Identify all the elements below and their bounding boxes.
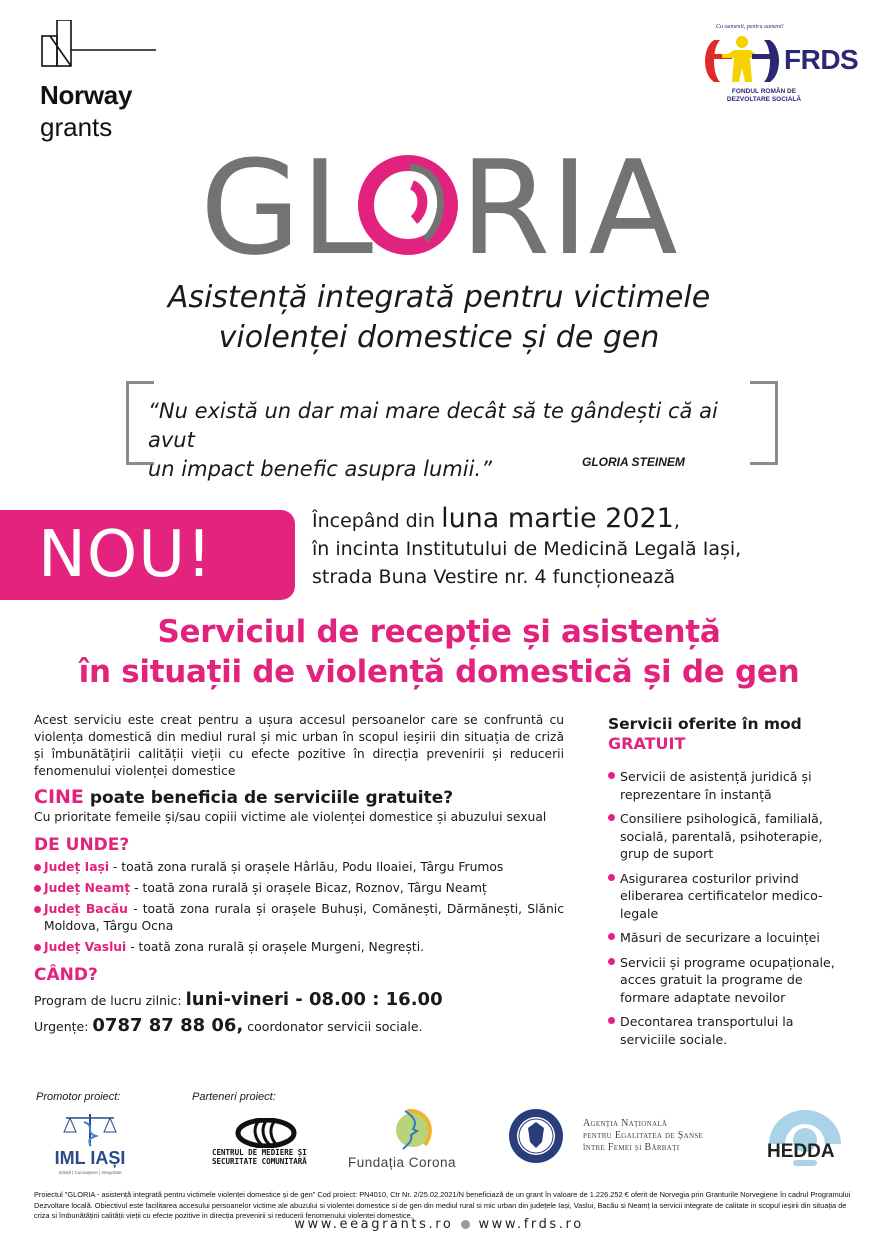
bullet-icon <box>608 772 615 779</box>
list-item <box>608 1013 848 1048</box>
ccsm-emblem-icon <box>212 1118 320 1148</box>
corona-face-icon <box>345 1105 480 1155</box>
announcement-prefix: Începând din <box>312 510 442 532</box>
project-subtitle <box>0 278 878 358</box>
ccsm-logo <box>212 1118 320 1173</box>
norway-grants-logo <box>40 20 160 142</box>
new-badge: NOU! <box>0 510 295 600</box>
eeagrants-link[interactable]: www.eeagrants.ro <box>294 1217 454 1232</box>
partners-label: Parteneri proiect: <box>192 1091 276 1103</box>
hedda-name: HEDDA <box>767 1141 835 1162</box>
anes-line2: pentru Egalitatea de Șanse <box>583 1130 704 1141</box>
bullet-icon <box>608 1017 615 1024</box>
iml-tagline: Știință | Cunoaștere | Integritate <box>58 1170 122 1175</box>
announcement-location: în incinta Institutului de Medicină Legală Iași, <box>312 538 742 560</box>
anes-line3: între Femei și Bărbați <box>583 1142 680 1153</box>
anes-logo <box>583 1118 753 1154</box>
list-item <box>608 954 848 1007</box>
ccsm-line2: SECURITATE COMUNITARĂ <box>212 1157 307 1166</box>
list-item <box>608 768 848 803</box>
who-heading <box>34 786 564 809</box>
government-seal-icon <box>506 1106 566 1166</box>
bullet-icon <box>34 944 41 951</box>
county-name: Județ Vaslui <box>44 940 127 954</box>
service-details <box>34 712 564 1038</box>
service-item: Servicii de asistență juridică și reprezentare în instanță <box>620 769 812 802</box>
ccsm-line1: CENTRUL DE MEDIERE ȘI <box>212 1148 307 1157</box>
urgent-line <box>34 1015 564 1038</box>
quote-author: GLORIA STEINEM <box>582 455 685 469</box>
service-item: Servicii și programe ocupaționale, acces gratuit la programe de formare adaptate nevoilor <box>620 954 835 1005</box>
where-list <box>34 859 564 956</box>
free-services-panel <box>608 714 848 1055</box>
free-services-accent: GRATUIT <box>608 734 686 753</box>
free-services-heading: Servicii oferite în mod <box>608 715 802 733</box>
gloria-letters-ria: RIA <box>460 145 678 260</box>
grants-logo-word: grants <box>40 112 113 142</box>
bullet-icon <box>34 885 41 892</box>
county-name: Județ Neamț <box>44 881 131 895</box>
county-name: Județ Iași <box>44 860 110 874</box>
frds-name-line1: FONDUL ROMÂN DE <box>731 88 797 95</box>
quote-text <box>148 397 768 484</box>
service-item: Consiliere psihologică, familială, socială, parentală, psihoterapie, grup de suport <box>620 811 823 861</box>
frds-acronym: FRDS <box>784 44 859 75</box>
frds-name-line2: DEZVOLTARE SOCIALĂ <box>726 96 802 103</box>
frds-motto: Cu oamenii, pentru oameni! <box>716 24 784 30</box>
list-item <box>608 929 848 947</box>
schedule-line <box>34 986 564 1015</box>
hedda-logo <box>765 1108 845 1168</box>
where-heading: DE UNDE? <box>34 835 130 855</box>
bullet-icon <box>608 814 615 821</box>
bullet-icon <box>608 958 615 965</box>
list-item <box>34 939 564 956</box>
county-detail: - toată zona rurală și orașele Hârlău, Podu Iloaiei, Târgu Frumos <box>109 860 504 874</box>
subtitle-line1: Asistență integrată pentru victimele <box>167 280 711 315</box>
project-disclaimer: Proiectul "GLORIA - asistență integrată pentru victimele violenței domestice și de gen" Cod proiect: PN4010, Ctr Nr. 2/25.02.2021/N beneficiază de un grant în valoare de 1.226.252 € oferit de Norvegia prin Granturile Norvegiene în cadrul Programului Dezvoltare locală. Obiectivul este facilitarea accesului persoanelor victime ale abuzului si violentei domestice si de gen din mediul rural si mic urban din județele Iași, Vaslui, Bacău si Neamț la servicii integrate de calitate in scopul ieșirii din situația de criza si îmbunătățirii calității vieții cu efecte pozitive in direcția prevenirii si reducerii fenomenului violentei domestice. <box>34 1190 851 1220</box>
schedule-value: luni-vineri - 08.00 : 16.00 <box>185 989 443 1010</box>
schedule-label: Program de lucru zilnic: <box>34 993 186 1008</box>
when-heading: CÂND? <box>34 965 98 985</box>
iml-iasi-logo <box>40 1112 140 1178</box>
frds-figures-icon <box>700 32 785 90</box>
gloria-letters-gl: GL <box>200 145 374 260</box>
scales-caduceus-icon <box>40 1112 140 1148</box>
fundatia-corona-logo <box>345 1105 480 1175</box>
announcement-date: luna martie 2021 <box>441 503 674 534</box>
anes-line1: Agenția Națională <box>583 1118 668 1129</box>
who-text: Cu prioritate femeile și/sau copiii victime ale violenței domestice și abuzului sexual <box>34 810 547 824</box>
list-item <box>608 810 848 863</box>
urgent-suffix: coordonator servicii sociale. <box>243 1019 423 1034</box>
quote-line1: “Nu există un dar mai mare decât să te gândești că ai avut <box>148 399 718 452</box>
separator-dot-icon <box>461 1220 470 1229</box>
service-description: Acest serviciu este creat pentru a ușura accesul persoanelor care se confruntă cu violența domestică din mediul rural și mic urban în scopul ieșirii din situația de criză și îmbunătățirii calității vieții cu efecte pozitive în direcția prevenirii și reducerii fenomenului violenței domestice <box>34 713 564 778</box>
list-item <box>34 859 564 876</box>
gloria-wordmark <box>200 145 680 260</box>
gloria-brand-title <box>200 145 680 260</box>
quote-line2: un impact benefic asupra lumii.” <box>148 457 492 481</box>
service-item: Măsuri de securizare a locuinței <box>620 930 820 945</box>
norway-logo-word: Norway <box>40 80 133 110</box>
ccsm-name <box>212 1148 320 1166</box>
list-item <box>34 901 564 935</box>
free-services-list <box>608 768 848 1048</box>
urgent-phone: 0787 87 88 06, <box>92 1015 244 1036</box>
urgent-label: Urgențe: <box>34 1019 93 1034</box>
service-title-line1: Serviciul de recepție și asistență <box>157 614 721 650</box>
announcement-address: strada Buna Vestire nr. 4 funcționează <box>312 566 676 588</box>
county-detail: - toată zona rurala și orașele Buhuși, Comănești, Dărmănești, Slănic Moldova, Târgu Ocna <box>44 902 564 933</box>
frds-link[interactable]: www.frds.ro <box>478 1217 584 1232</box>
county-detail: - toată zona rurală și orașele Bicaz, Roznov, Târgu Neamț <box>130 881 487 895</box>
norway-grants-mark-icon <box>40 20 160 80</box>
corona-name: Fundația Corona <box>348 1155 457 1170</box>
service-item: Decontarea transportului la serviciile sociale. <box>620 1014 794 1047</box>
footer-links <box>0 1217 878 1232</box>
service-title-line2: în situații de violență domestică și de gen <box>78 654 800 690</box>
announcement-text <box>312 505 872 591</box>
list-item <box>34 880 564 897</box>
service-title <box>0 612 878 692</box>
who-heading-rest: poate beneficia de serviciile gratuite? <box>83 788 454 808</box>
bullet-icon <box>34 864 41 871</box>
iml-name: IML IAȘI <box>54 1148 126 1168</box>
frds-full-name <box>714 88 814 104</box>
subtitle-line2: violenței domestice și de gen <box>218 320 660 355</box>
county-name: Județ Bacău <box>44 902 128 916</box>
county-detail: - toată zona rurală și orașele Murgeni, Negrești. <box>126 940 425 954</box>
bullet-icon <box>608 874 615 881</box>
list-item <box>608 870 848 923</box>
announcement-comma: , <box>673 510 680 532</box>
promoter-label: Promotor proiect: <box>36 1091 121 1103</box>
frds-logo <box>700 24 859 117</box>
bullet-icon <box>608 933 615 940</box>
who-heading-accent: CINE <box>34 786 84 808</box>
service-item: Asigurarea costurilor privind eliberarea certificatelor medico-legale <box>620 870 823 921</box>
government-romania-seal <box>506 1106 566 1166</box>
bullet-icon <box>34 906 41 913</box>
